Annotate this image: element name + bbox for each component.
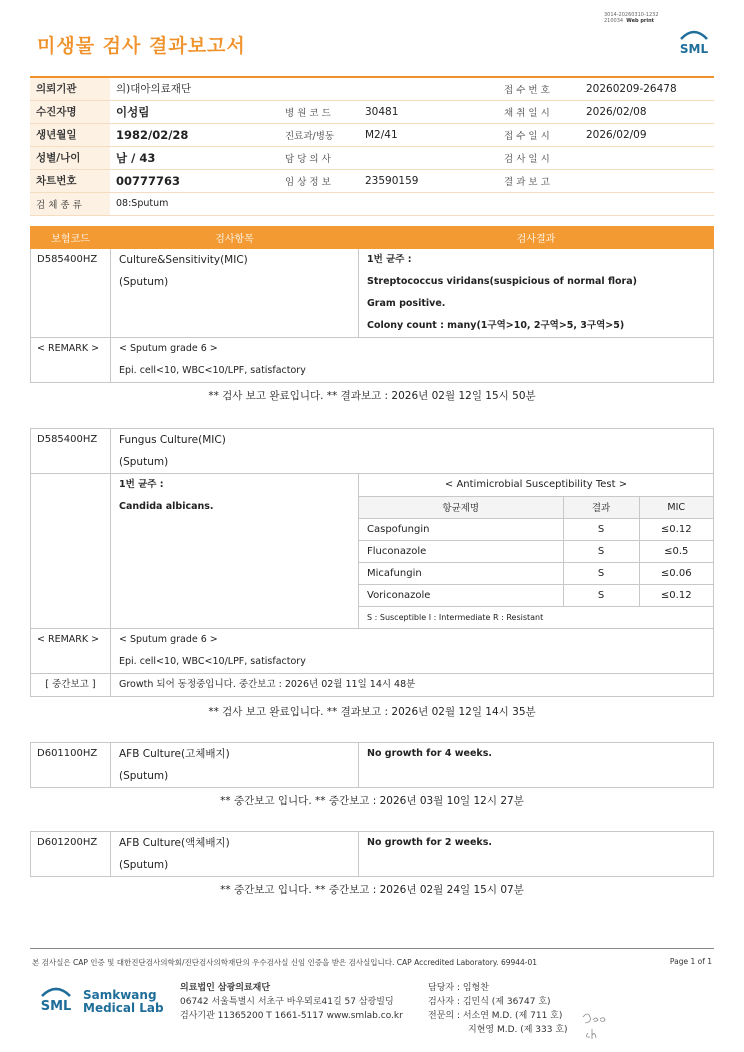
clinical-info: 23590159 xyxy=(359,169,498,192)
test-code: D585400HZ xyxy=(31,429,111,474)
ast-title: < Antimicrobial Susceptibility Test > xyxy=(444,479,628,491)
test-code: D585400HZ xyxy=(31,249,111,338)
ast-row: Micafungin S ≤0.06 xyxy=(359,562,713,584)
ast-row: Voriconazole S ≤0.12 xyxy=(359,584,713,606)
test-item: AFB Culture(고체배지) (Sputum) xyxy=(111,743,359,788)
test-item: Fungus Culture(MIC) (Sputum) xyxy=(111,429,714,474)
collection-date: 2026/02/08 xyxy=(580,100,714,123)
ast-row: Caspofungin S ≤0.12 xyxy=(359,518,713,540)
report-title: 미생물 검사 결과보고서 xyxy=(37,35,246,57)
institution-value: 의)대아의료재단 xyxy=(110,77,498,100)
test-item: Culture&Sensitivity(MIC) (Sputum) xyxy=(111,249,359,338)
test-code: D601200HZ xyxy=(31,832,111,877)
specimen-type: 08:Sputum xyxy=(110,192,714,215)
remark-text: < Sputum grade 6 > Epi. cell<10, WBC<10/LPF, satisfactory xyxy=(111,629,714,674)
hospital-code: 30481 xyxy=(359,100,498,123)
department: M2/41 xyxy=(359,123,498,146)
signature-icon xyxy=(580,1009,610,1041)
patient-name: 이성림 xyxy=(110,100,279,123)
svg-text:SML: SML xyxy=(679,42,709,56)
birth-date: 1982/02/28 xyxy=(110,123,279,146)
patient-info-table: 의뢰기관 의)대아의료재단 접 수 번 호 20260209-26478 수진자명 이성림 병 원 코 드 30481 채 취 일 시 2026/02/08 생년월일 1982/02/28 진료과/병동 M2/41 접 수 일 시 2026/02/09 성별/나이 남 / 43 담 당 의 사 검 사 일 시 차트번호 00777763 임 상 정 보 23590159 결 과 보 고 검 체 종 류 08:Sputum xyxy=(30,76,714,216)
sml-logo-icon xyxy=(37,982,75,1018)
receipt-date: 2026/02/09 xyxy=(580,123,714,146)
lab-address: 의료법인 삼광의료재단 06742 서울특별시 서초구 바우뫼로41길 57 삼광빌딩 검사기관 11365200 T 1661-5117 www.smlab.co.kr xyxy=(180,983,403,1021)
interim-summary: ** 중간보고 입니다. ** 중간보고 : 2026년 03월 10일 12시 27분 xyxy=(220,795,524,807)
certification-note: 본 검사실은 CAP 인증 및 대한진단검사의학회/진단검사의학재단의 우수검사실 신임 인증을 받은 검사실입니다. CAP Accredited Laboratory. 69944-01 xyxy=(32,958,538,967)
strain-info: 1번 균주 : Candida albicans. xyxy=(111,474,359,629)
page-number: Page 1 of 1 xyxy=(669,957,712,966)
report-status xyxy=(580,169,714,192)
sex-age: 남 / 43 xyxy=(110,146,279,169)
test-code: D601100HZ xyxy=(31,743,111,788)
brand-name: Samkwang Medical Lab xyxy=(83,988,164,1015)
header-code: 보험코드 xyxy=(31,227,111,249)
culture-sensitivity-section xyxy=(30,226,714,383)
ast-panel xyxy=(359,474,714,629)
header-item: 검사항목 xyxy=(111,227,359,249)
afb-liquid-section xyxy=(30,831,714,877)
document-code: 3014-20260310-1232 210034 Web print xyxy=(604,12,659,24)
report-summary: ** 검사 보고 완료입니다. ** 결과보고 : 2026년 02월 12일 14시 35분 xyxy=(208,706,536,718)
test-result: No growth for 2 weeks. xyxy=(359,832,714,877)
remark-label: < REMARK > xyxy=(31,629,111,674)
footer-divider xyxy=(30,948,714,949)
report-summary: ** 검사 보고 완료입니다. ** 결과보고 : 2026년 02월 12일 15시 50분 xyxy=(208,390,536,402)
reception-no-value: 20260209-26478 xyxy=(580,77,714,100)
fungus-culture-section xyxy=(30,428,714,697)
interim-text: Growth 되어 동정중입니다. 중간보고 : 2026년 02월 11일 14시 48분 xyxy=(111,674,714,697)
ast-row: Fluconazole S ≤0.5 xyxy=(359,540,713,562)
doctor xyxy=(359,146,498,169)
interim-label: [ 중간보고 ] xyxy=(31,674,111,697)
test-date xyxy=(580,146,714,169)
sml-logo-icon xyxy=(676,26,712,60)
header-result: 검사결과 xyxy=(359,227,714,249)
interim-summary: ** 중간보고 입니다. ** 중간보고 : 2026년 02월 24일 15시 07분 xyxy=(220,884,524,896)
test-result: No growth for 4 weeks. xyxy=(359,743,714,788)
afb-solid-section xyxy=(30,742,714,788)
ast-table: < Antimicrobial Susceptibility Test > 항균제명 결과 MIC Caspofungin S ≤0.12 Fluconazole S ≤0.5 Micafungin S ≤0.06 Voriconazole S ≤0.12 S : Susceptible I : Intermediate R : Resistant xyxy=(359,474,713,628)
remark-label: < REMARK > xyxy=(31,338,111,383)
test-item: AFB Culture(액체배지) (Sputum) xyxy=(111,832,359,877)
ast-legend: S : Susceptible I : Intermediate R : Resistant xyxy=(359,606,713,628)
svg-text:SML: SML xyxy=(40,999,72,1014)
lab-staff: 담당자 : 임형찬 검사자 : 김민식 (제 36747 호) 전문의 : 서소연 M.D. (제 711 호) 지현영 M.D. (제 333 호) xyxy=(428,983,568,1035)
test-result: 1번 균주 : Streptococcus viridans(suspicious of normal flora) Gram positive. Colony count : many(1구역>10, 2구역>5, 3구역>5) xyxy=(359,249,714,338)
remark-text: < Sputum grade 6 > Epi. cell<10, WBC<10/LPF, satisfactory xyxy=(111,338,714,383)
chart-number: 00777763 xyxy=(110,169,279,192)
